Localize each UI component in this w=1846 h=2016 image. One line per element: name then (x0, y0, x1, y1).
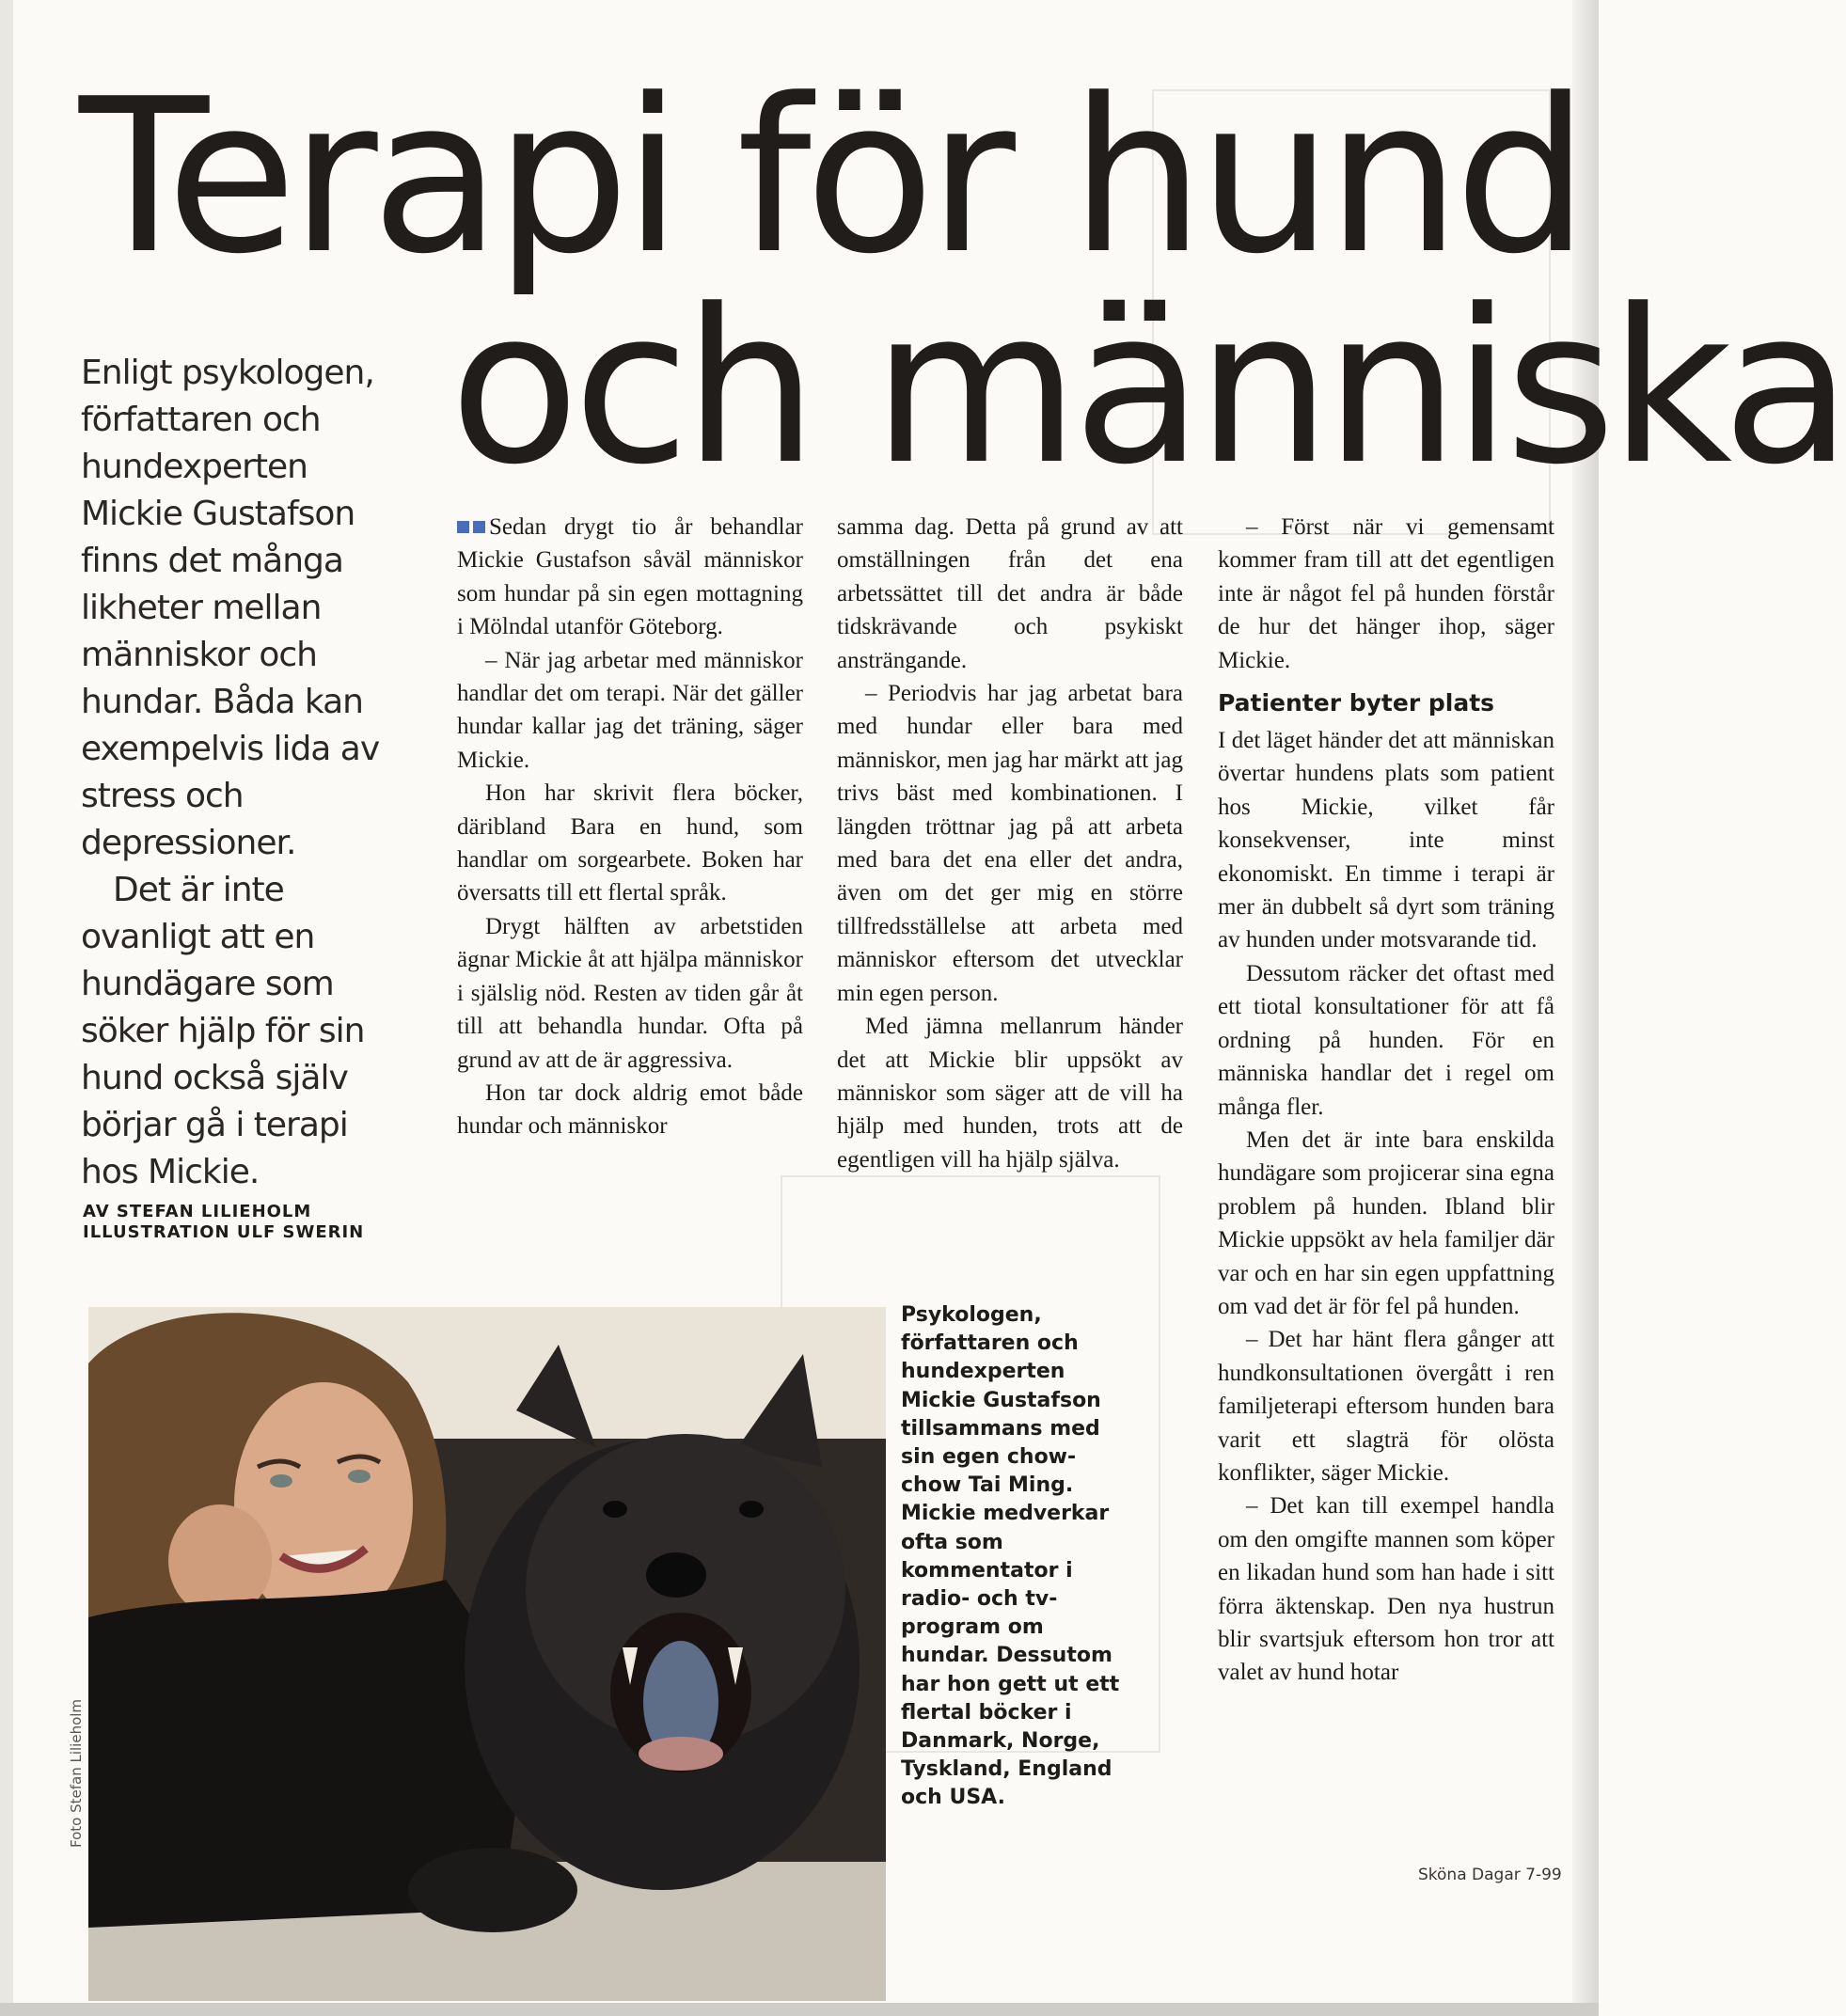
article-column-1 (457, 511, 803, 1143)
headline-line-1: Terapi för hund (79, 54, 1583, 301)
article-paragraph (457, 511, 803, 644)
article-paragraph: – Det har hänt flera gånger att hundkonsultationen övergått i ren familjeterapi eftersom hunden bara varit ett slagträ för olösta konflikter, säger Mickie. (1218, 1327, 1554, 1486)
page-edge-left (0, 0, 13, 2016)
subheading: Patienter byter plats (1218, 689, 1495, 717)
square-bullet-icon (457, 521, 469, 533)
byline-illustration: ILLUSTRATION ULF SWERIN (83, 1222, 365, 1242)
article-paragraph: Men det är inte bara enskilda hundägare som projicerar sina egna problem på hunden. Ibland blir Mickie uppsökt av hela familjer där var och en har sin egen uppfattning om vad det är för fel på hunden. (1218, 1126, 1554, 1319)
article-paragraph: samma dag. Detta på grund av att omställningen från det ena arbetssättet till det andra är både tidskrävande och psykiskt ansträngande. (837, 514, 1183, 673)
byline (83, 1202, 421, 1243)
article-lead-text: Sedan drygt tio år behandlar Mickie Gustafson såväl människor som hundar på sin egen mottagning i Mölndal utanför Göteborg. (457, 514, 803, 640)
article-paragraph: Drygt hälften av arbetstiden ägnar Mickie åt att hjälpa människor i själslig nöd. Resten av tiden går åt till att behandla hundar. Ofta på grund av att de är aggressiva. (457, 913, 803, 1073)
article-paragraph: Hon har skrivit flera böcker, däribland Bara en hund, som handlar om sorgearbete. Boken har översatts till ett flertal språk. (457, 780, 803, 906)
photo-caption (901, 1301, 1127, 1813)
intro-paragraph: Enligt psykologen, författaren och hundexperten Mickie Gustafson finns det många likheter mellan människor och hundar. Båda kan exempelvis lida av stress och depressioner. (81, 354, 380, 862)
article-paragraph: – Först när vi gemensamt kommer fram till att det egentligen inte är något fel på hunden förstår de hur det hänger ihop, säger Mickie. (1218, 514, 1554, 673)
article-paragraph: Med jämna mellanrum händer det att Mickie blir uppsökt av människor som säger att de vill ha hjälp med hunden, trots att de egentligen vill ha hjälp själva. (837, 1014, 1183, 1173)
square-bullet-icon (473, 521, 485, 533)
page-footer: Sköna Dagar 7-99 (1418, 1866, 1562, 1884)
article-column-2 (837, 511, 1183, 1176)
photo-illustration (88, 1307, 886, 2001)
article-column-3 (1218, 511, 1554, 1690)
byline-author: AV STEFAN LILIEHOLM (83, 1202, 312, 1221)
page-edge-bottom (0, 2003, 1599, 2016)
article-paragraph: Hon tar dock aldrig emot både hundar och människor (457, 1079, 803, 1140)
article-paragraph: I det läget händer det att människan övertar hundens plats som patient hos Mickie, vilket får konsekvenser, inte minst ekonomiskt. En timme i terapi är mer än dubbelt så dyrt som träning av hunden under motsvarande tid. (1218, 728, 1554, 953)
article-paragraph: Dessutom räcker det oftast med ett tiotal konsultationer för att få ordning på hunden. För en människa handlar det i regel om många fler. (1218, 960, 1554, 1120)
caption-text: Psykologen, författaren och hundexperten Mickie Gustafson tillsammans med sin egen chow-chow Tai Ming. Mickie medverkar ofta som kommentator i radio- och tv-program om hundar. Dessutom har hon gett ut ett flertal böcker i Danmark, Norge, Tyskland, England och USA. (901, 1303, 1120, 1810)
article-paragraph: – Det kan till exempel handla om den omgifte mannen som köper en likadan hund som han hade i sitt förra äktenskap. Den nya hustrun blir svartsjuk eftersom hon tror att valet av hund hotar (1218, 1493, 1554, 1686)
intro-text (81, 350, 391, 1196)
photo-woman-with-dog (88, 1307, 886, 2001)
headline-line-2: och människa (450, 264, 1846, 512)
intro-paragraph: Det är inte ovanligt att en hundägare som söker hjälp för sin hund också själv börjar gå i terapi hos Mickie. (81, 871, 365, 1191)
article-paragraph: – Periodvis har jag arbetat bara med hundar eller bara med människor, men jag har märkt att jag trivs bäst med kombinationen. I längden tröttnar jag på att arbeta med bara det ena eller det andra, även om det ger mig en större tillfredsställelse att arbeta med människor eftersom det utvecklar min egen person. (837, 681, 1183, 1006)
photo-credit: Foto Stefan Lilieholm (68, 1698, 85, 1848)
article-paragraph: – När jag arbetar med människor handlar det om terapi. När det gäller hundar kallar jag det träning, säger Mickie. (457, 647, 803, 773)
